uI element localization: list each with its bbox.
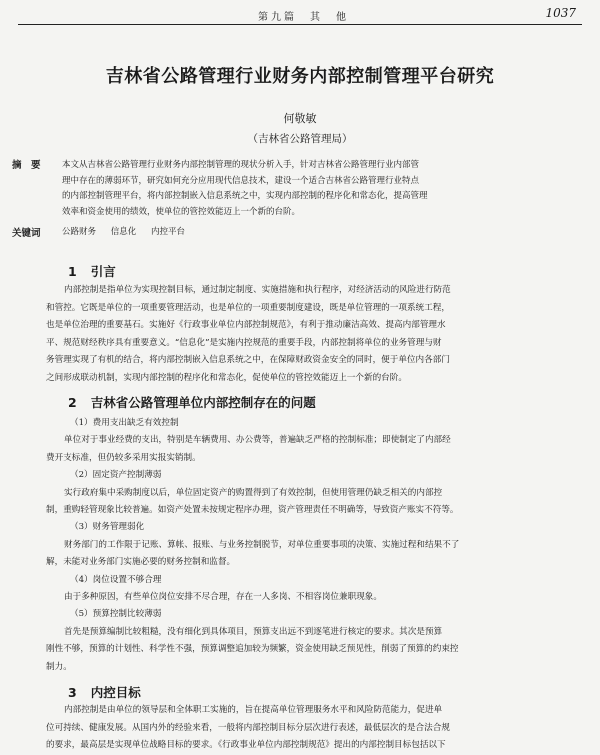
keyword: 公路财务: [62, 227, 97, 237]
paragraph-line: 和管控。它既是单位的一项重要管理活动，也是单位的一项重要制度建设，既是单位管理的一项系统工程，: [46, 302, 450, 313]
section-title: 内控目标: [90, 685, 141, 700]
abstract-line: 效率和资金使用的绩效，使单位的管控效能迈上一个新的台阶。: [62, 206, 301, 217]
subheading: （4）岗位设置不够合理: [70, 574, 162, 585]
abstract-line: 的内部控制管理平台，将内部控制嵌入信息系统之中，实现内部控制的程序化和常态化，提高管理: [62, 191, 428, 201]
paragraph-line: 位可持续、健康发展。从国内外的经验来看，一般将内部控制目标分层次进行表述，最低层次的是合法合规: [46, 722, 450, 733]
running-header: [18, 2, 582, 25]
section-number: 3: [68, 685, 77, 700]
section-heading: [68, 393, 316, 411]
keywords: [12, 225, 197, 239]
affiliation: （吉林省公路管理局）: [247, 133, 353, 145]
abstract-line: 本文从吉林省公路管理行业财务内部控制管理的现状分析入手，针对吉林省公路管理行业内部管: [62, 160, 420, 170]
section-number: 1: [68, 264, 77, 279]
keyword: 信息化: [110, 227, 137, 237]
keywords-label: 关键词: [12, 228, 41, 239]
paper-title: 吉林省公路管理行业财务内部控制管理平台研究: [105, 66, 495, 87]
paragraph-line: 平、规范财经秩序具有重要意义。“信息化”是实施内控规范的重要手段，内部控制将单位的业务管理与财: [46, 337, 442, 348]
section-2-body: [46, 415, 560, 676]
paragraph-line: 由于多种原因，有些单位岗位安排不尽合理，存在一人多岗、不相容岗位兼职现象。: [64, 592, 382, 603]
section-title: 吉林省公路管理单位内部控制存在的问题: [90, 395, 316, 410]
paragraph-line: 解，未能对业务部门实施必要的财务控制和监督。: [46, 557, 236, 568]
subheading: （3）财务管理弱化: [70, 522, 145, 533]
subheading: （5）预算控制比较薄弱: [70, 609, 162, 620]
keyword: 内控平台: [150, 227, 185, 237]
paragraph-line: 财务部门的工作限于记账、算帐、报账、与业务控制脱节，对单位重要事项的决策、实施过程和结果不了: [64, 539, 460, 550]
paragraph-line: 内部控制是由单位的领导层和全体职工实施的，旨在提高单位管理服务水平和风险防范能力，促进单: [64, 705, 443, 715]
running-header-section: 第九篇 其 他: [258, 12, 349, 23]
subheading: （2）固定资产控制薄弱: [70, 470, 162, 481]
section-3-paragraph: [46, 702, 560, 755]
paragraph-line: 制，重购轻管现象比较普遍。如资产处置未按规定程序办理，资产管理责任不明确等，导致资产账实不符等。: [46, 505, 459, 516]
paragraph-line: 单位对于事业经费的支出，特别是车辆费用、办公费等，普遍缺乏严格的控制标准；即使制定了内部经: [64, 435, 451, 446]
paragraph-line: 制力。: [46, 661, 72, 672]
paragraph-line: 内部控制是指单位为实现控制目标，通过制定制度、实施措施和执行程序，对经济活动的风险进行防范: [64, 285, 451, 295]
paragraph-line: 也是单位治理的重要基石。实施好《行政事业单位内部控制规范》，有利于推动廉洁高效、提高内部管理水: [46, 320, 446, 331]
paragraph-line: 刚性不够，预算的计划性、科学性不强，预算调整追加较为频繁，资金使用缺乏预见性，削弱了预算的约束控: [46, 644, 459, 655]
section-1-paragraph: [46, 282, 560, 388]
section-heading: [68, 262, 116, 280]
abstract: [12, 158, 562, 220]
abstract-label: 摘 要: [12, 160, 41, 171]
paragraph-line: 之间形成联动机制，实现内部控制的程序化和常态化，促使单位的管控效能迈上一个新的台阶。: [46, 372, 407, 383]
abstract-line: 理中存在的薄弱环节，研究如何充分应用现代信息技术，建设一个适合吉林省公路管理行业特点: [62, 175, 420, 186]
subheading: （1）费用支出缺乏有效控制: [70, 418, 179, 428]
paragraph-line: 实行政府集中采购制度以后，单位固定资产的购置得到了有效控制，但使用管理仍缺乏相关的内部控: [64, 487, 443, 498]
paragraph-line: 首先是预算编制比较粗糙，没有细化到具体项目，预算支出远不到逐笔进行核定的要求。其次是预算: [64, 626, 443, 637]
paragraph-line: 务管理实现了有机的结合，将内部控制嵌入信息系统之中，在保障财政资金安全的同时，便于单位内各部门: [46, 355, 450, 366]
author: 何敬敏: [283, 112, 317, 125]
paragraph-line: 的要求，最高层是实现单位战略目标的要求。《行政事业单位内部控制规范》提出的内部控制目标包括以下: [46, 740, 446, 751]
section-heading: [68, 683, 141, 701]
section-title: 引言: [90, 264, 116, 279]
section-number: 2: [68, 395, 77, 410]
paragraph-line: 费开支标准，但仍较多采用实报实销制。: [46, 452, 201, 463]
page-number: 1037: [545, 6, 576, 20]
